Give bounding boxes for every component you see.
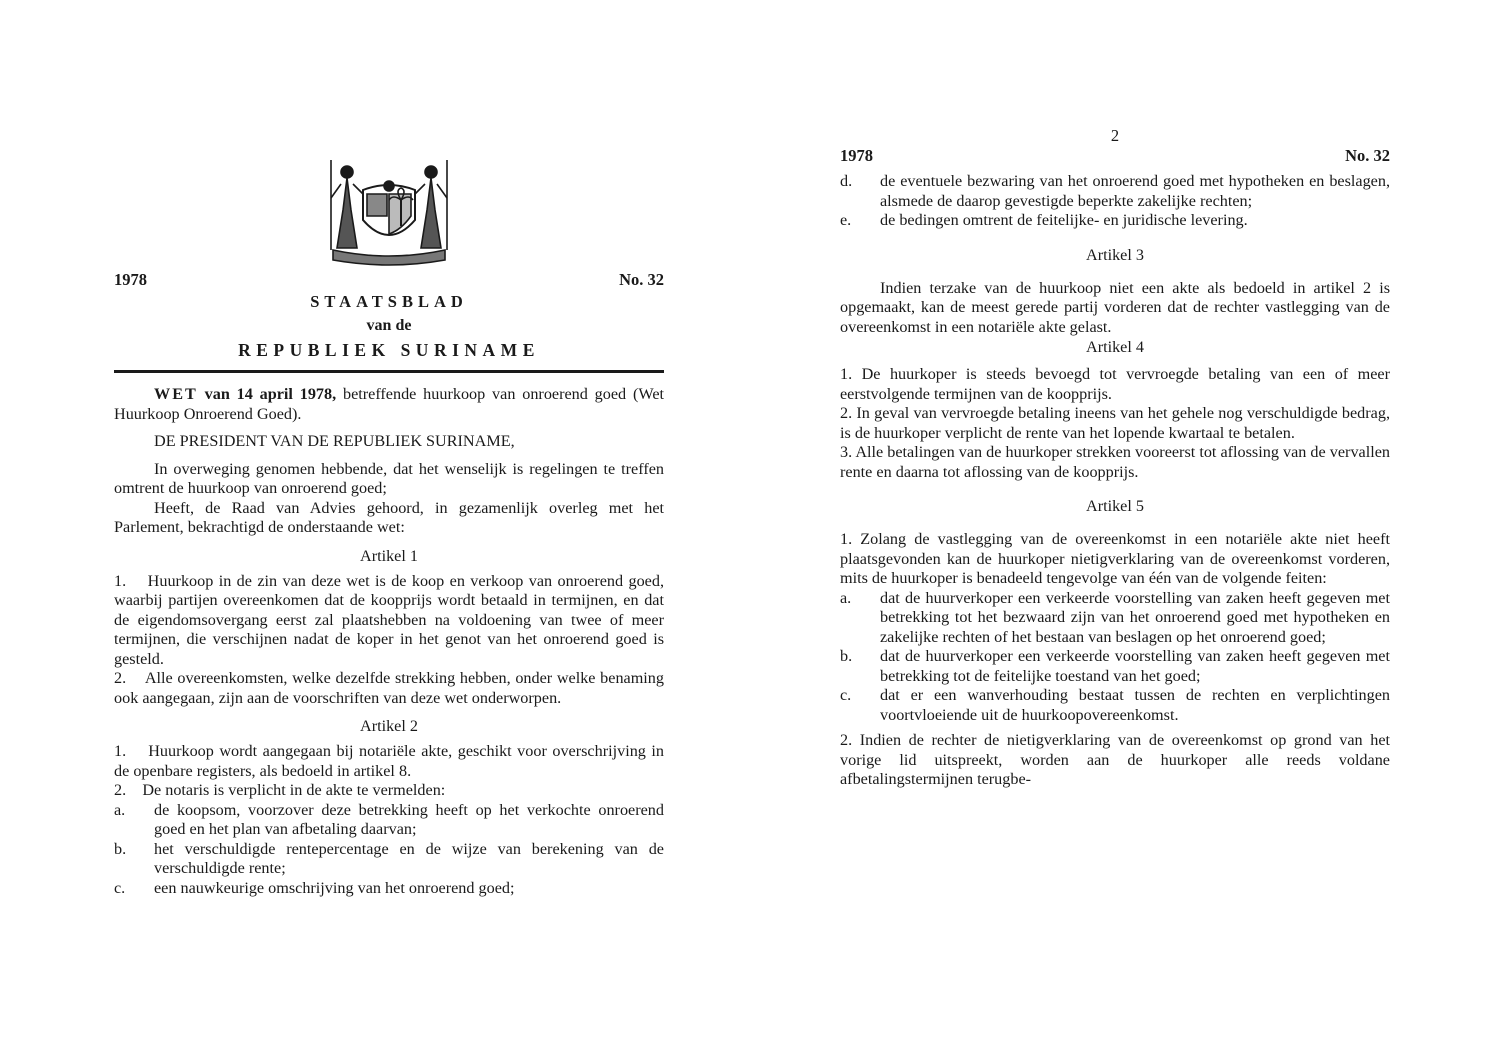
wet-intro [114,385,664,424]
list-item [840,172,1390,211]
item-text: een nauwkeurige omschrijving van het onroerend goed; [154,878,515,897]
left-header [114,270,664,290]
president-line: DE PRESIDENT VAN DE REPUBLIEK SURINAME, [154,432,515,450]
item-label: c. [840,686,852,704]
lid-text: De notaris is verplicht in de akte te vermelden: [142,781,446,799]
list-item [840,211,1390,231]
list-item [114,801,664,840]
artikel-1-lid-2 [114,669,664,708]
page-number: 2 [1110,126,1120,145]
wet-label: WET [154,385,198,403]
right-issue-number: No. 32 [1345,146,1390,165]
lid-text: Huurkoop wordt aangegaan bij notariële akte, geschikt voor overschrijving in de openbare registers, als bedoeld in artikel 8. [114,742,664,780]
item-text: dat er een wanverhouding bestaat tussen de rechten en verplichtingen voortvloeiende uit de huurkoopovereenkomst. [880,686,1390,724]
lid-text: Huurkoop in de zin van deze wet is de koop en verkoop van onroerend goed, waarbij partijen overeenkomen dat de koopprijs wordt betaald in termijnen, en dat de eigendomsovergang eerst zal plaatshebben na voldoening van twee of meer termijnen, die verschijnen nadat de koper in het genot van het onroerend goed is gesteld. [114,571,664,668]
item-label: d. [840,172,853,190]
left-year: 1978 [114,270,147,289]
list-item [114,879,664,899]
artikel-2-lid-2 [114,781,664,801]
item-label: b. [840,647,853,665]
artikel-3-text: Indien terzake van de huurkoop niet een akte als bedoeld in artikel 2 is opgemaakt, kan de meest gerede partij vorderen dat de rechter vastlegging van de overeenkomst in een notariële akte gelast. [840,278,1390,336]
artikel-4-lid-3: 3. Alle betalingen van de huurkoper strekken vooreerst tot aflossing van de vervallen rente en daarna tot aflossing van de koopprijs. [840,443,1390,481]
artikel-5-lid-2: 2. Indien de rechter de nietigverklaring van de overeenkomst op grond van het vorige lid uitspreekt, worden aan de huurkoper alle reeds voldane afbetalingstermijnen terugbe- [840,731,1390,788]
header-divider [114,370,664,373]
lid-text: Alle overeenkomsten, welke dezelfde strekking hebben, onder welke benaming ook aangegaan, zijn aan de voorschriften van deze wet onderworpen. [114,669,664,707]
item-text: de bedingen omtrent de feitelijke- en juridische levering. [880,211,1248,229]
left-page [114,150,664,898]
van-de-text: van de [366,317,412,334]
artikel-4-heading: Artikel 4 [1086,338,1144,356]
lid-number: 1. [114,571,127,590]
artikel-4-lid-1: 1. De huurkoper is steeds bevoegd tot vervroegde betaling van een of meer eerstvolgende termijnen van de koopprijs. [840,365,1390,403]
item-text: het verschuldigde rentepercentage en de wijze van berekening van de verschuldigde rente; [154,839,664,877]
list-item [114,840,664,879]
artikel-3-heading: Artikel 3 [1086,245,1144,264]
coat-of-arms-icon [323,150,455,270]
artikel-1-lid-1 [114,572,664,670]
overweging-paragraph: In overweging genomen hebbende, dat het wenselijk is regelingen te treffen omtrent de huurkoop van onroerend goed; [114,459,664,497]
item-label: e. [840,211,852,229]
list-item [840,647,1390,686]
item-label: a. [114,800,126,819]
list-item [840,589,1390,648]
item-text: dat de huurverkoper een verkeerde voorstelling van zaken heeft gegeven met betrekking tot het bezwaard zijn van het onroerend goed met hypotheken en zakelijke rechten of het bestaan van beslagen op het onroerend goed; [880,588,1390,646]
republic-name: REPUBLIEK SURINAME [238,340,540,360]
wet-date: van 14 april 1978, [204,385,337,403]
item-text: de koopsom, voorzover deze betrekking heeft op het verkochte onroerend goed en het plan van afbetaling daarvan; [154,800,664,838]
heeft-paragraph: Heeft, de Raad van Advies gehoord, in gezamenlijk overleg met het Parlement, bekrachtigd de onderstaande wet: [114,498,664,536]
artikel-2-lid-1 [114,742,664,781]
item-label: c. [114,878,126,897]
artikel-1-heading: Artikel 1 [360,546,418,565]
left-issue-number: No. 32 [619,270,664,289]
right-year: 1978 [840,146,873,165]
staatsblad-title: STAATSBLAD [310,292,468,311]
lid-number: 2. [114,781,127,799]
lid-number: 2. [114,669,127,687]
item-label: b. [114,839,127,858]
item-label: a. [840,588,852,607]
artikel-5-heading: Artikel 5 [1086,497,1144,515]
list-item [840,686,1390,725]
right-page [840,126,1390,790]
wet-description: betreffende huurkoop van onroerend goed (Wet Huurkoop Onroerend Goed). [114,385,665,423]
artikel-2-heading: Artikel 2 [360,717,418,735]
artikel-5-lid-1: 1. Zolang de vastlegging van de overeenkomst in een notariële akte niet heeft plaatsgevonden kan de huurkoper nietigverklaring van de overeenkomst vorderen, mits de huurkoper is benadeeld tengevolge van één van de volgende feiten: [840,530,1390,587]
lid-number: 1. [114,742,127,760]
item-text: de eventuele bezwaring van het onroerend goed met hypotheken en beslagen, alsmede de daarop gevestigde beperkte zakelijke rechten; [880,172,1390,210]
item-text: dat de huurverkoper een verkeerde voorstelling van zaken heeft gegeven met betrekking tot de feitelijke toestand van het goed; [880,647,1390,685]
right-header [840,146,1390,166]
artikel-4-lid-2: 2. In geval van vervroegde betaling ineens van het gehele nog verschuldigde bedrag, is de huurkoper verplicht de rente van het lopende kwartaal te betalen. [840,404,1390,442]
